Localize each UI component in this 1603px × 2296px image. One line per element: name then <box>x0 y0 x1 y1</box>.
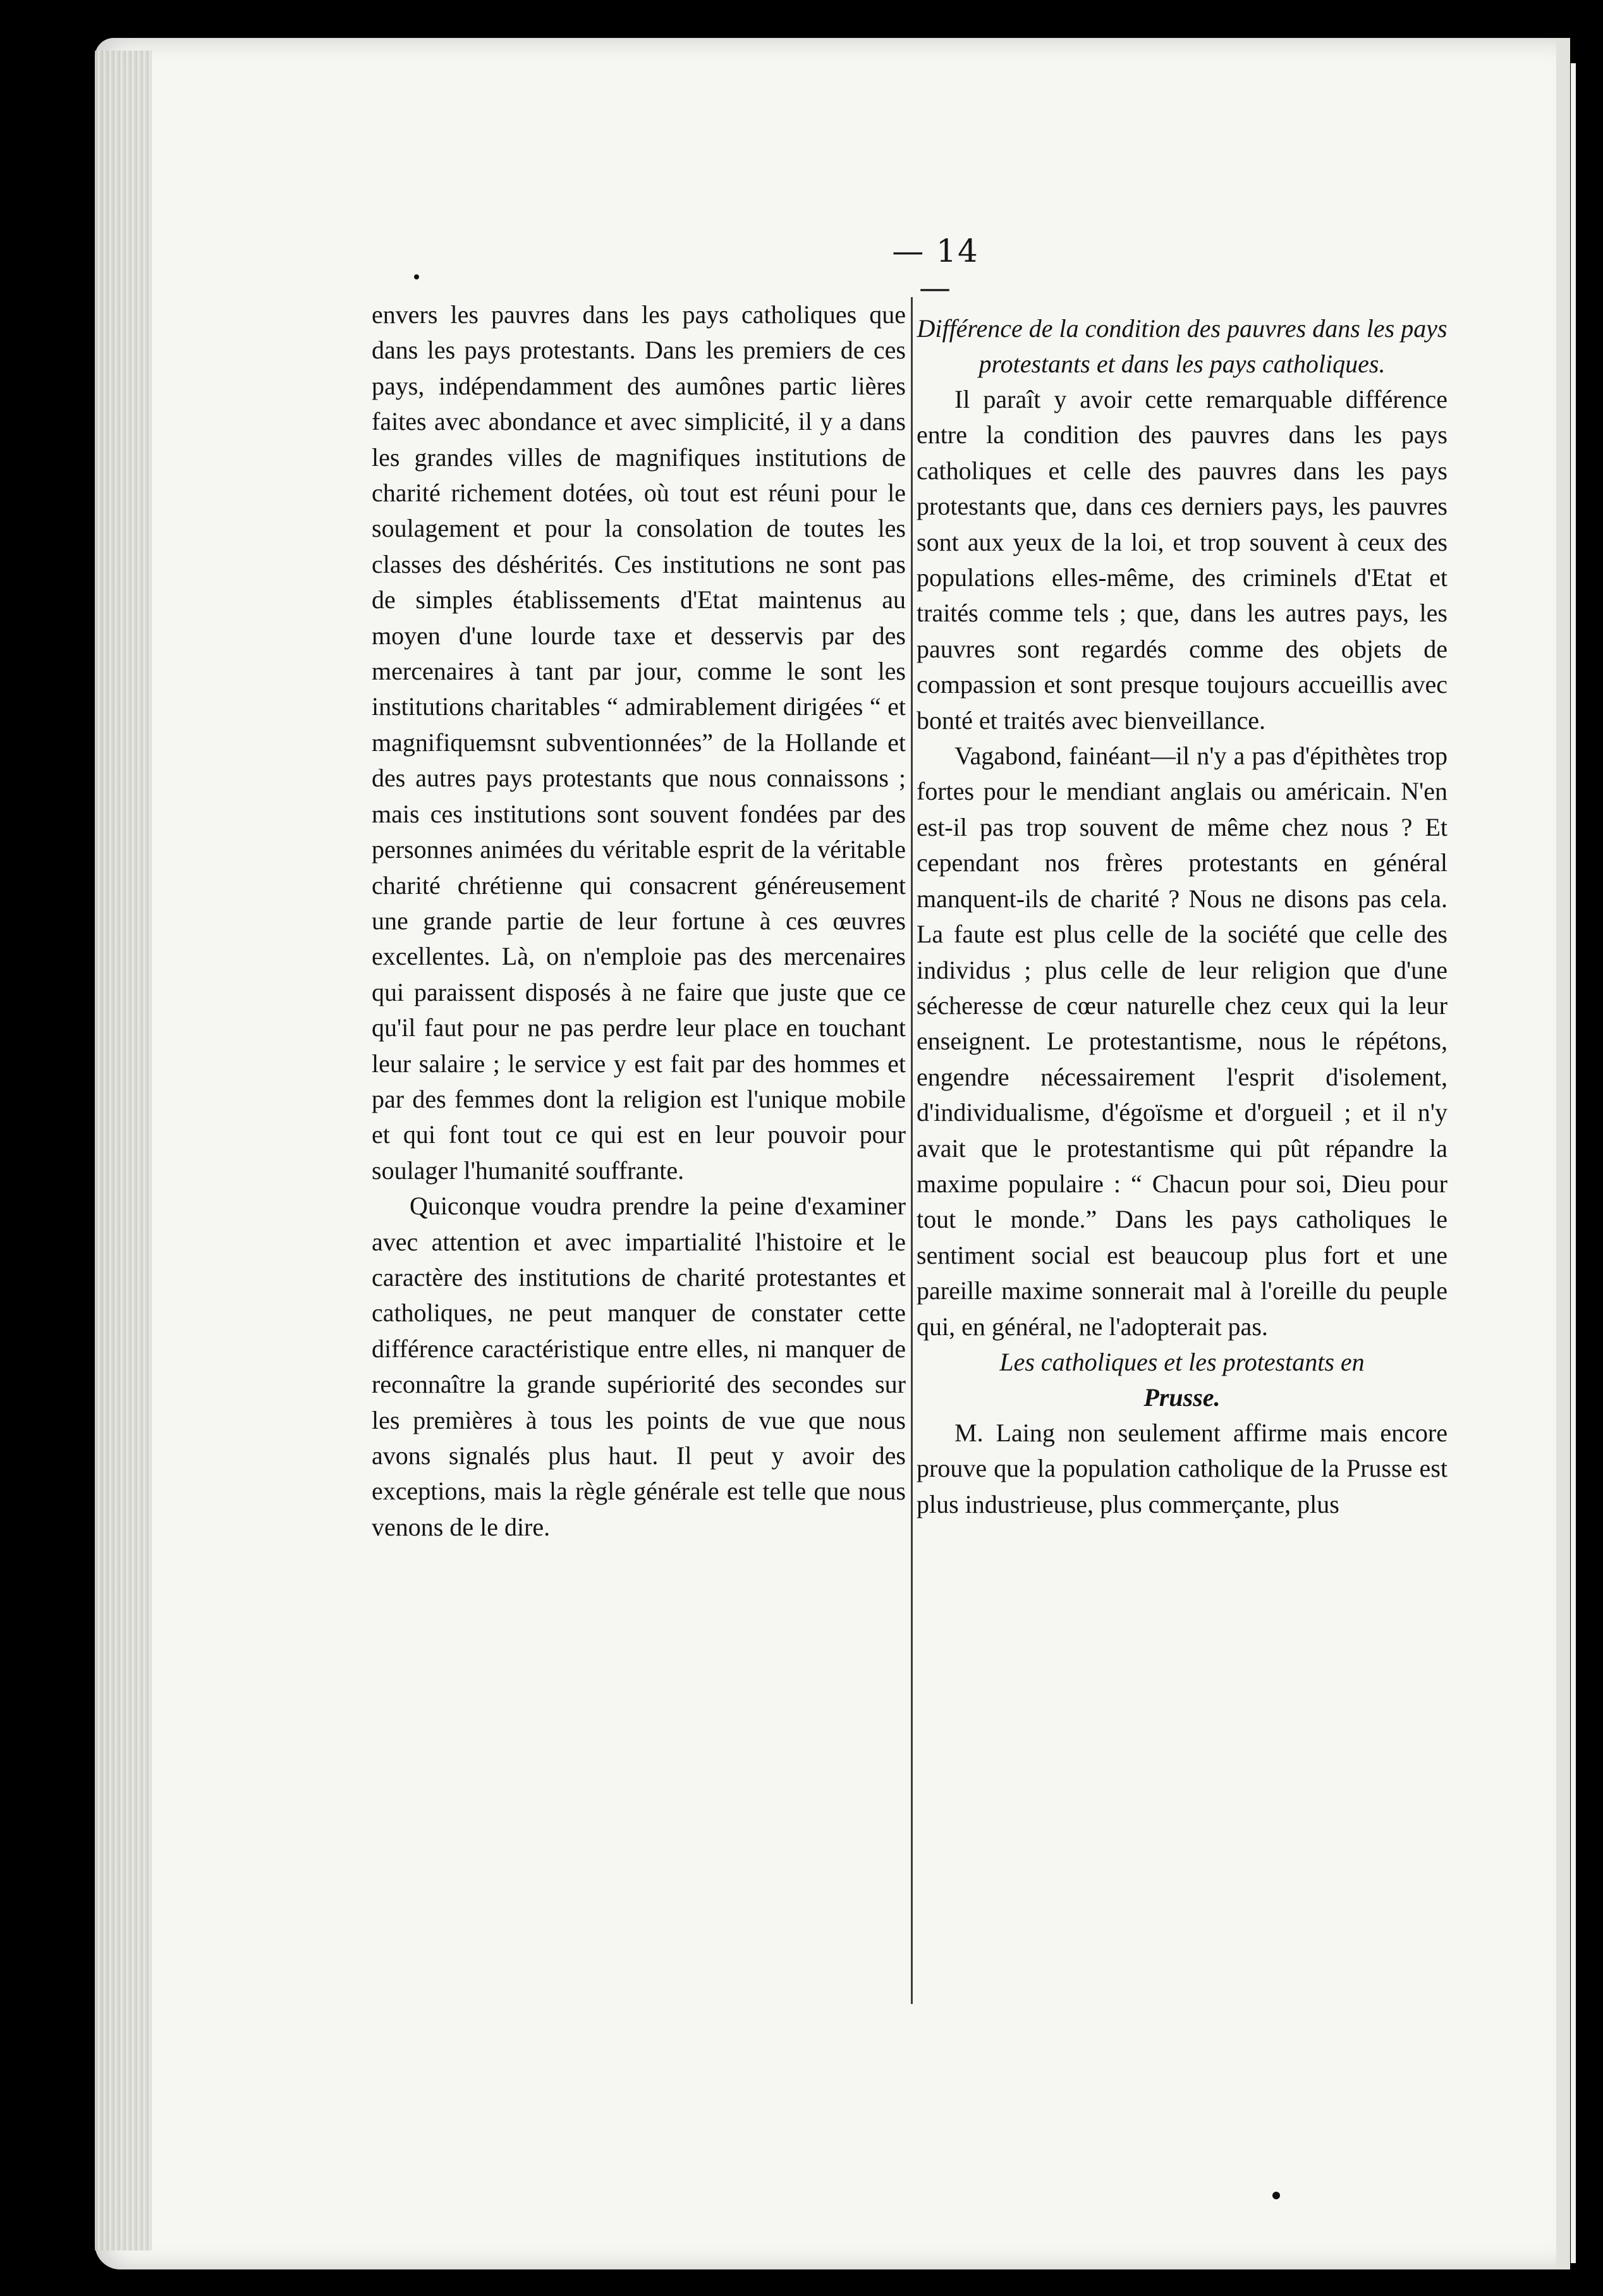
left-column <box>372 297 906 1545</box>
section-heading-prussia-line-1: Les catholiques et les protestants en <box>999 1347 1365 1376</box>
column-divider <box>911 297 913 2004</box>
section-heading-prussia-line-2: Prusse. <box>1143 1383 1221 1412</box>
page-number: — 14 — <box>892 233 979 306</box>
right-paragraph-3: M. Laing non seulement affirme mais encore prouve que la population catholique de la Prusse est plus industrieuse, plus commerçante, plus <box>917 1418 1448 1518</box>
left-paragraph-2: Quiconque voudra prendre la peine d'examiner avec attention et avec impartialité l'histoire et le caractère des institutions de charité protestantes et catholiques, ne peut manquer de constater cette différence caractéristique entre elles, ni manquer de reconnaître la grande supériorité des secondes sur les premières à tous les points de vue que nous avons signalés plus haut. Il peut y avoir des exceptions, mais la règle générale est telle que nous venons de le dire. <box>372 1192 906 1541</box>
page-stack-edge <box>95 51 152 2250</box>
section-heading-prussia <box>917 1345 1448 1415</box>
section-heading-poverty: Différence de la condition des pauvres dans les pays protestants et dans les pays catholiques. <box>917 314 1448 378</box>
adjacent-page-edge <box>1556 38 1570 2269</box>
left-paragraph-1: envers les pauvres dans les pays catholiques que dans les pays protestants. Dans les premiers de ces pays, indépendamment des aumônes partic lières faites avec abondance et avec simplicité, il y a dans les grandes villes de magnifiques institutions de charité richement dotées, où tout est réuni pour le soulagement et pour la consolation de toutes les classes des déshérités. Ces institutions ne sont pas de simples établissements d'Etat maintenus au moyen d'une lourde taxe et desservis par des mercenaires à tant par jour, comme le sont les institutions charitables “ admirablement dirigées “ et magnifiquemsnt subventionnées” de la Hollande et des autres pays protestants que nous connaissons ; mais ces institutions sont souvent fondées par des personnes animées du véritable esprit de la véritable charité chrétienne qui consacrent généreusement une grande partie de leur fortune à ces œuvres excellentes. Là, on n'emploie pas des mercenaires qui paraissent disposés à ne faire que juste que ce qu'il faut pour ne pas perdre leur place en touchant leur salaire ; le service y est fait par des hommes et par des femmes dont la religion est l'unique mobile et qui font tout ce qui est en leur pouvoir pour soulager l'humanité souffrante. <box>372 300 906 1185</box>
adjacent-page-edge-highlight <box>1571 63 1576 2263</box>
ink-speck <box>1272 2192 1280 2199</box>
ink-speck <box>414 274 419 279</box>
right-column <box>917 311 1448 1522</box>
right-paragraph-2: Vagabond, fainéant—il n'y a pas d'épithètes trop fortes pour le mendiant anglais ou américain. N'en est-il pas trop souvent de même chez nous ? Et cependant nos frères protestants en général manquent-ils de charité ? Nous ne disons pas cela. La faute est plus celle de la société que celle des individus ; plus celle de leur religion que d'une sécheresse de cœur naturelle chez ceux qui la leur enseignent. Le protestantisme, nous le répétons, engendre nécessairement l'esprit d'isolement, d'individualisme, d'égoïsme et d'orgueil ; et il n'y avait que le protestantisme qui pût répandre la maxime populaire : “ Chacun pour soi, Dieu pour tout le monde.” Dans les pays catholiques le sentiment social est beaucoup plus fort et une pareille maxime sonnerait mal à l'oreille du peuple qui, en général, ne l'adopterait pas. <box>917 742 1448 1341</box>
right-paragraph-1: Il paraît y avoir cette remarquable différence entre la condition des pauvres dans les pays catholiques et celle des pauvres dans les pays protestants que, dans ces derniers pays, les pauvres sont aux yeux de la loi, et trop souvent à ceux des populations elles-même, des criminels d'Etat et traités comme tels ; que, dans les autres pays, les pauvres sont regardés comme des objets de compassion et sont presque toujours accueillis avec bonté et traités avec bienveillance. <box>917 385 1448 735</box>
